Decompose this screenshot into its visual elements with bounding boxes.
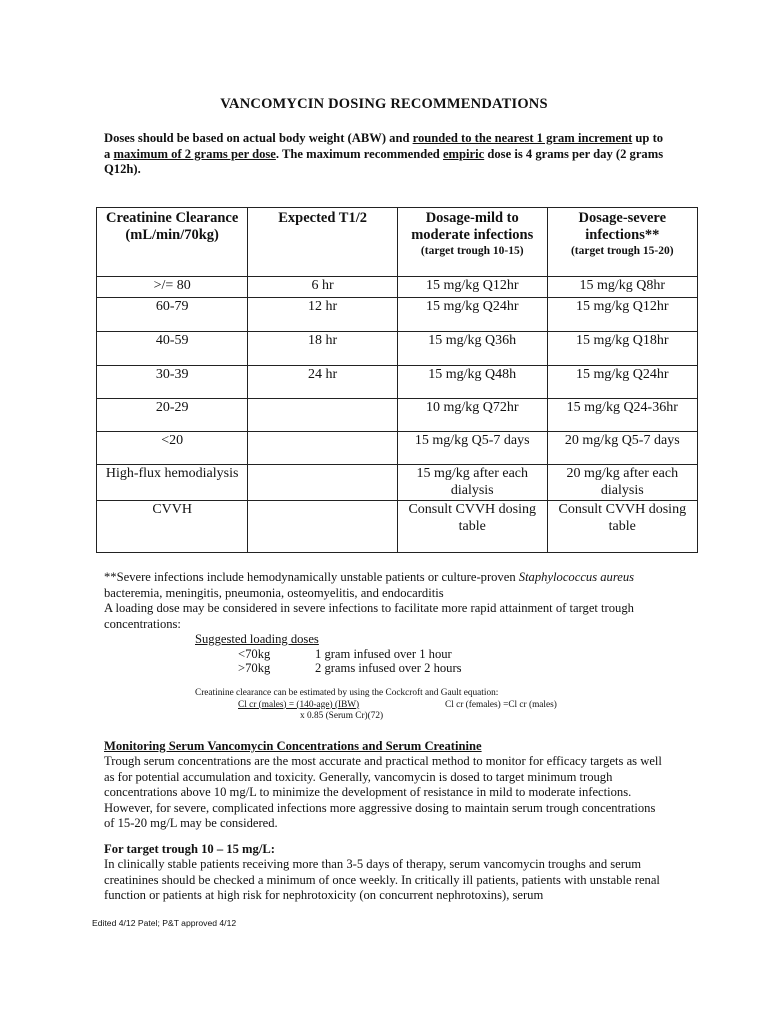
intro-text: dose is 4 grams per day (2 grams Q12h). [104, 146, 664, 176]
table-cell: 15 mg/kg Q24hr [397, 298, 547, 332]
header-creatinine-clearance: Creatinine Clearance (mL/min/70kg) [97, 208, 248, 277]
note-text: bacteremia, meningitis, pneumonia, osteomyelitis, and endocarditis [104, 585, 444, 600]
target-trough-paragraph: In clinically stable patients receiving more than 3-5 days of therapy, serum vancomycin troughs and serum creatinines should be checked a minimum of once weekly. In critically ill patients, patients with unstable renal function or patients at high risk for nephrotoxicity (on concurrent nephrotoxins), serum [104, 857, 660, 902]
monitoring-paragraph: Trough serum concentrations are the most accurate and practical method to monitor for efficacy targets as well as for potential accumulation and toxicity. Generally, vancomycin is dosed to target minimum trough concentrations above 10 mg/L to minimize the development of resistance in mild to moderate infections. However, for severe, complicated infections more aggressive dosing to maintain serum trough concentrations of 15-20 mg/L may be considered. [104, 754, 662, 830]
table-cell: 15 mg/kg Q5-7 days [397, 432, 547, 465]
table-cell: 30-39 [97, 366, 248, 399]
intro-underline-maximum: maximum of 2 grams per dose [113, 146, 276, 161]
table-cell [248, 501, 398, 553]
table-cell: 15 mg/kg Q8hr [547, 277, 697, 298]
table-cell: 20 mg/kg Q5-7 days [547, 432, 697, 465]
weight-range: <70kg [238, 646, 271, 661]
table-cell: 12 hr [248, 298, 398, 332]
page-title: VANCOMYCIN DOSING RECOMMENDATIONS [220, 96, 548, 112]
table-cell: 24 hr [248, 366, 398, 399]
table-cell: 20 mg/kg after each dialysis [547, 465, 697, 501]
intro-underline-rounding: rounded to the nearest 1 gram increment [412, 131, 633, 145]
table-row [97, 501, 698, 553]
table-row [97, 332, 698, 366]
table-cell: CVVH [97, 501, 248, 553]
table-cell: 20-29 [97, 399, 248, 432]
header-subtitle: (target trough 15-20) [570, 245, 674, 257]
target-trough-heading: For target trough 10 – 15 mg/L: [104, 842, 275, 856]
intro-text: . The maximum recommended [275, 146, 443, 161]
table-row [97, 399, 698, 432]
intro-paragraph [104, 131, 664, 178]
table-cell: 15 mg/kg Q24hr [547, 366, 697, 399]
weight-range: >70kg [238, 661, 271, 675]
intro-text: up to a [104, 131, 664, 161]
formula-denominator: x 0.85 (Serum Cr)(72) [300, 711, 384, 721]
table-cell: 15 mg/kg Q12hr [547, 298, 697, 332]
footer-note: Edited 4/12 Patel; P&T approved 4/12 [92, 918, 237, 928]
formula-males-text: Cl cr (males) = (140-age) (IBW) [238, 699, 360, 710]
cockcroft-gault-formulas [195, 700, 557, 712]
monitoring-heading: Monitoring Serum Vancomycin Concentrations and Serum Creatinine [104, 739, 482, 753]
loading-dose-note: A loading dose may be considered in severe infections to facilitate more rapid attainment of target trough concentrations: [104, 601, 634, 631]
organism-name: Staphylococcus aureus [518, 570, 635, 584]
loading-doses-heading: Suggested loading doses [195, 632, 319, 646]
table-row [97, 277, 698, 298]
cockcroft-gault-block [195, 688, 557, 723]
table-cell: 15 mg/kg Q48h [397, 366, 547, 399]
table-cell: <20 [97, 432, 248, 465]
table-cell [248, 399, 398, 432]
formula-females: Cl cr (females) =Cl cr (males) [445, 699, 557, 710]
intro-text: Doses should be based on actual body weight (ABW) and [104, 131, 413, 145]
loading-dose-row [195, 647, 462, 662]
table-cell: >/= 80 [97, 277, 248, 298]
table-header-row [97, 208, 698, 277]
table-cell: 60-79 [97, 298, 248, 332]
loading-dose-value: 2 grams infused over 2 hours [315, 661, 462, 675]
header-expected-half-life: Expected T1/2 [248, 208, 398, 277]
note-text: **Severe infections include hemodynamically unstable patients or culture-proven [104, 570, 519, 584]
table-cell: Consult CVVH dosing table [397, 501, 547, 553]
table-cell: 15 mg/kg Q12hr [397, 277, 547, 298]
table-cell: 15 mg/kg Q18hr [547, 332, 697, 366]
table-cell: 15 mg/kg after each dialysis [397, 465, 547, 501]
dosing-table [96, 207, 698, 553]
table-row [97, 366, 698, 399]
table-cell: High-flux hemodialysis [97, 465, 248, 501]
loading-dose-row [195, 661, 462, 676]
loading-dose-value: 1 gram infused over 1 hour [315, 646, 452, 661]
table-row [97, 432, 698, 465]
loading-doses-block [195, 632, 462, 676]
table-cell: 15 mg/kg Q36h [397, 332, 547, 366]
table-cell: 10 mg/kg Q72hr [397, 399, 547, 432]
table-cell: 6 hr [248, 277, 398, 298]
formula-males [238, 700, 445, 712]
severe-infections-note [104, 570, 664, 601]
intro-underline-empiric: empiric [442, 146, 485, 161]
cockcroft-gault-intro: Creatinine clearance can be estimated by using the Cockcroft and Gault equation: [195, 688, 499, 698]
table-cell: Consult CVVH dosing table [547, 501, 697, 553]
header-dosage-mild: Dosage-mild to moderate infections (target trough 10-15) [397, 208, 547, 277]
header-dosage-severe: Dosage-severe infections** (target trough 15-20) [547, 208, 697, 277]
table-row [97, 298, 698, 332]
table-row [97, 465, 698, 501]
table-cell [248, 432, 398, 465]
table-cell: 15 mg/kg Q24-36hr [547, 399, 697, 432]
table-cell: 40-59 [97, 332, 248, 366]
header-subtitle: (target trough 10-15) [420, 245, 524, 257]
table-cell [248, 465, 398, 501]
table-cell: 18 hr [248, 332, 398, 366]
